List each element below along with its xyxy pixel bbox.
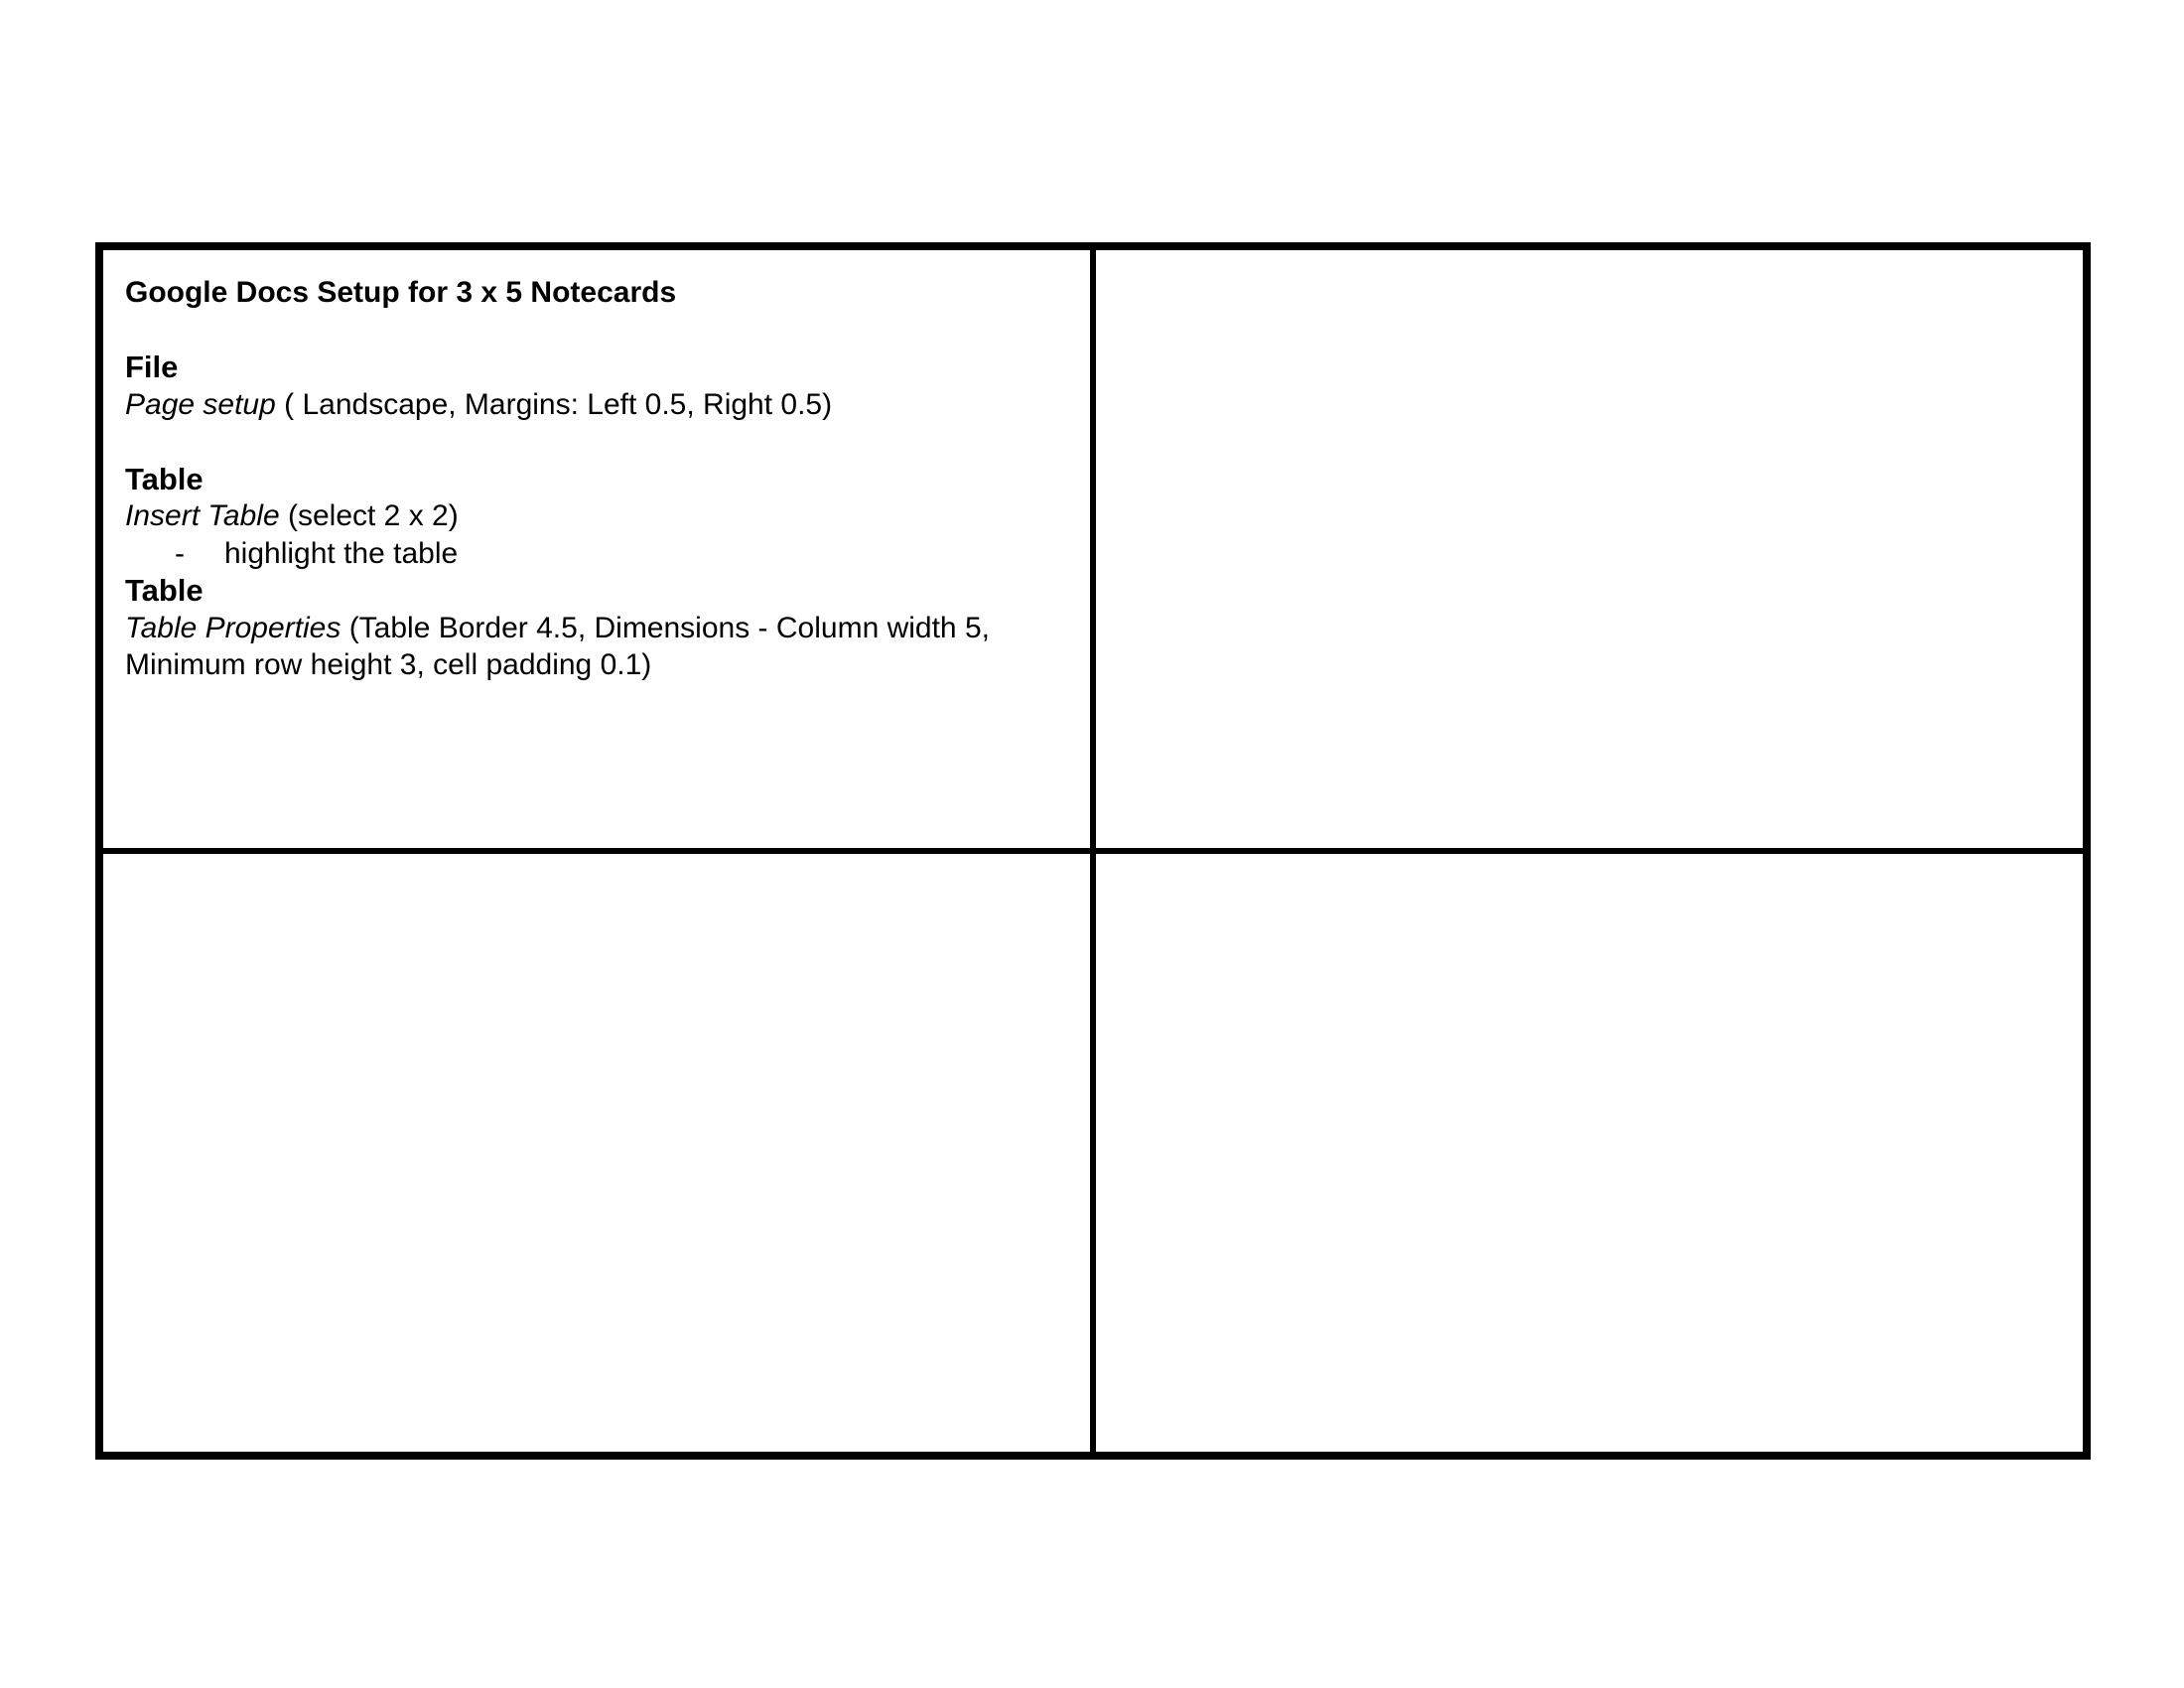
card-title: Google Docs Setup for 3 x 5 Notecards — [125, 276, 677, 309]
bullet-item — [125, 535, 1090, 573]
table-heading-2: Table — [125, 573, 204, 608]
table-properties-label: Table Properties — [125, 611, 341, 644]
notecard-bottom-left[interactable] — [103, 851, 1093, 1452]
notecard-top-left[interactable] — [103, 250, 1093, 851]
notecard-top-right[interactable] — [1093, 250, 2083, 851]
file-heading: File — [125, 350, 179, 384]
spacer — [125, 423, 1090, 461]
bullet-dash: - — [175, 536, 185, 570]
notecard-bottom-right[interactable] — [1093, 851, 2083, 1452]
table-properties-text: (Table Border 4.5, Dimensions - Column width 5, Minimum row height 3, cell padding 0.1) — [125, 611, 990, 681]
page-setup-label: Page setup — [125, 387, 276, 421]
insert-table-text: (select 2 x 2) — [279, 499, 459, 532]
bullet-text: highlight the table — [224, 536, 459, 570]
insert-table-line — [125, 497, 1090, 535]
insert-table-label: Insert Table — [125, 499, 280, 532]
page-setup-line — [125, 386, 1090, 424]
notecard-table — [95, 242, 2091, 1460]
page-setup-text: ( Landscape, Margins: Left 0.5, Right 0.5) — [275, 387, 833, 421]
table-heading-1: Table — [125, 461, 204, 496]
notecard-instructions — [103, 250, 1090, 684]
table-properties-line — [125, 610, 1090, 684]
spacer — [125, 312, 1090, 350]
